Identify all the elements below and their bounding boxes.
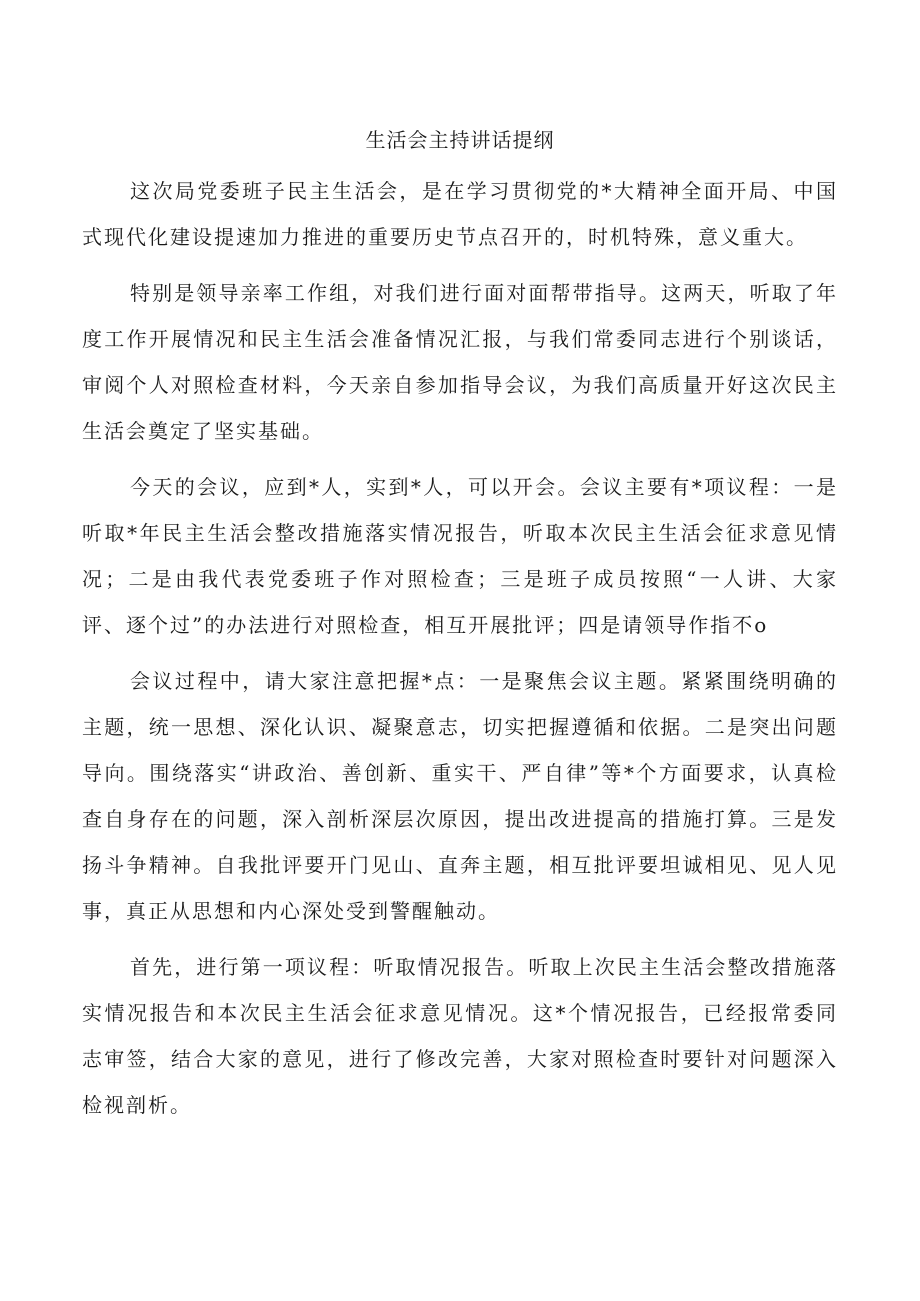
paragraph-first-item: 首先，进行第一项议程：听取情况报告。听取上次民主生活会整改措施落实情况报告和本次民主生活会征求意见情况。这*个情况报告，已经报常委同志审签，结合大家的意见，进行了修改完善，大家对照检查时要针对问题深入检视剖析。 (82, 955, 838, 1117)
paragraph-guidance: 特别是领导亲率工作组，对我们进行面对面帮带指导。这两天，听取了年度工作开展情况和民主生活会准备情况汇报，与我们常委同志进行个别谈话，审阅个人对照检查材料，今天亲自参加指导会议，为我们高质量开好这次民主生活会奠定了坚实基础。 (82, 281, 838, 443)
paragraph-agenda: 今天的会议，应到*人，实到*人，可以开会。会议主要有*项议程：一是听取*年民主生活会整改措施落实情况报告，听取本次民主生活会征求意见情况；二是由我代表党委班子作对照检查；三是班子成员按照“一人讲、大家评、逐个过”的办法进行对照检查，相互开展批评；四是请领导作指不o (82, 475, 838, 637)
paragraph-requirements: 会议过程中，请大家注意把握*点：一是聚焦会议主题。紧紧围绕明确的主题，统一思想、深化认识、凝聚意志，切实把握遵循和依据。二是突出问题导向。围绕落实“讲政治、善创新、重实干、严自律”等*个方面要求，认真检查自身存在的问题，深入剖析深层次原因，提出改进提高的措施打算。三是发扬斗争精神。自我批评要开门见山、直奔主题，相互批评要坦诚相见、见人见事，真正从思想和内心深处受到警醒触动。 (82, 669, 838, 923)
paragraph-opening: 这次局党委班子民主生活会，是在学习贯彻党的*大精神全面开局、中国式现代化建设提速加力推进的重要历史节点召开的，时机特殊，意义重大。 (82, 179, 838, 249)
document-title: 生活会主持讲话提纲 (365, 128, 555, 152)
document-page (82, 118, 838, 1138)
